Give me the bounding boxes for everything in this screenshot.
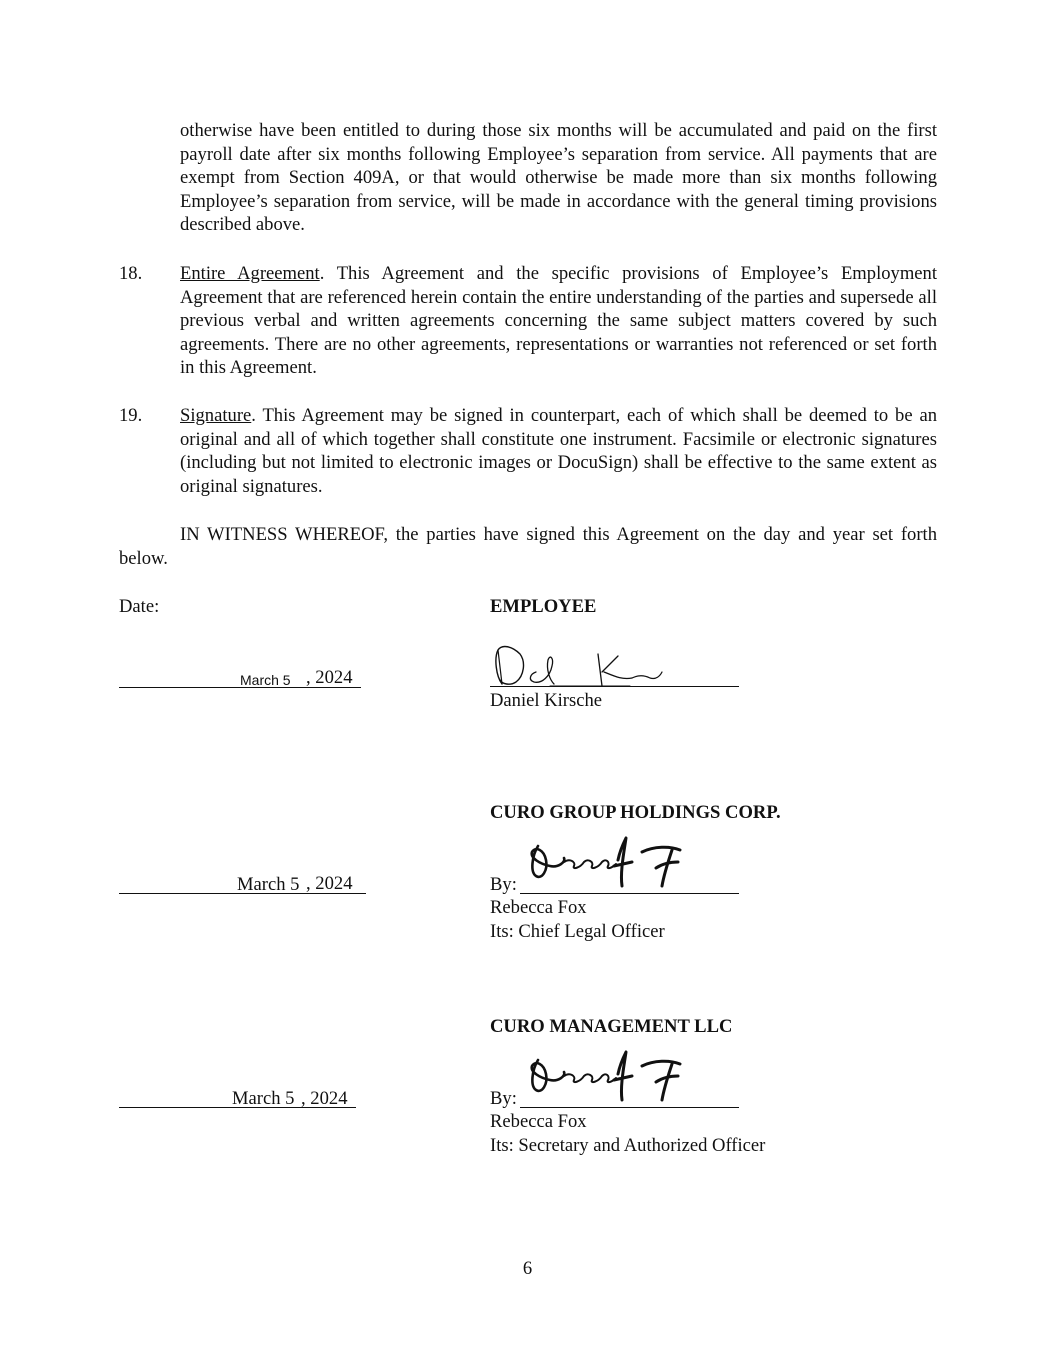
employee-heading: EMPLOYEE: [490, 596, 597, 617]
witness-paragraph: IN WITNESS WHEREOF, the parties have signed this Agreement on the day and year set forth below.: [119, 524, 937, 569]
curo-group-signer-title: Its: Chief Legal Officer: [490, 921, 665, 942]
curo-management-by-label: By:: [490, 1088, 517, 1109]
curo-management-date-day: March 5: [232, 1088, 295, 1109]
continuation-paragraph: otherwise have been entitled to during those six months will be accumulated and paid on the first payroll date after six months following Employee’s separation from service. All payments that are exempt from Section 409A, or that would otherwise be made more than six months following Employee’s separation from service, will be made in accordance with the general timing provisions described above.: [180, 120, 937, 236]
curo-management-signature-line: [520, 1107, 739, 1108]
curo-group-by-label: By:: [490, 874, 517, 895]
clause-19-body: . This Agreement may be signed in counterpart, each of which shall be deemed to be an original and all of which together shall constitute one instrument. Facsimile or electronic signatures (including but not limited to electronic images or DocuSign) shall be effective to the same extent as original signatures.: [180, 405, 937, 497]
employee-date-year: , 2024: [306, 667, 353, 688]
curo-management-signature: [524, 1046, 694, 1106]
curo-management-date-year: , 2024: [301, 1088, 348, 1109]
clause-19-text: [180, 404, 937, 498]
date-label: Date:: [119, 596, 160, 617]
curo-management-signer-title: Its: Secretary and Authorized Officer: [490, 1135, 766, 1156]
curo-group-heading: CURO GROUP HOLDINGS CORP.: [490, 802, 781, 823]
employee-signature-line: [490, 686, 739, 687]
employee-name: Daniel Kirsche: [490, 690, 603, 711]
curo-group-date-day: March 5: [237, 874, 300, 895]
clause-19-number: 19.: [119, 405, 143, 426]
page-number: 6: [522, 1258, 533, 1279]
curo-group-signature: [524, 832, 694, 892]
clause-18-number: 18.: [119, 263, 143, 284]
employee-signature: [490, 636, 680, 692]
employee-date-day: March 5: [240, 672, 291, 688]
curo-management-heading: CURO MANAGEMENT LLC: [490, 1016, 733, 1037]
curo-group-date-year: , 2024: [306, 873, 353, 894]
curo-group-signer-name: Rebecca Fox: [490, 897, 587, 918]
clause-18-heading: Entire Agreement: [180, 263, 320, 284]
clause-18-body: . This Agreement and the specific provisions of Employee’s Employment Agreement that are referenced herein contain the entire understanding of the parties and supersede all previous verbal and written agreements concerning the same subject matters covered by such agreements. There are no other agreements, representations or warranties not referenced or set forth in this Agreement.: [180, 263, 938, 379]
clause-19-heading: Signature: [180, 405, 252, 426]
curo-management-signer-name: Rebecca Fox: [490, 1111, 587, 1132]
curo-group-signature-line: [520, 893, 739, 894]
clause-18-text: [180, 262, 937, 380]
